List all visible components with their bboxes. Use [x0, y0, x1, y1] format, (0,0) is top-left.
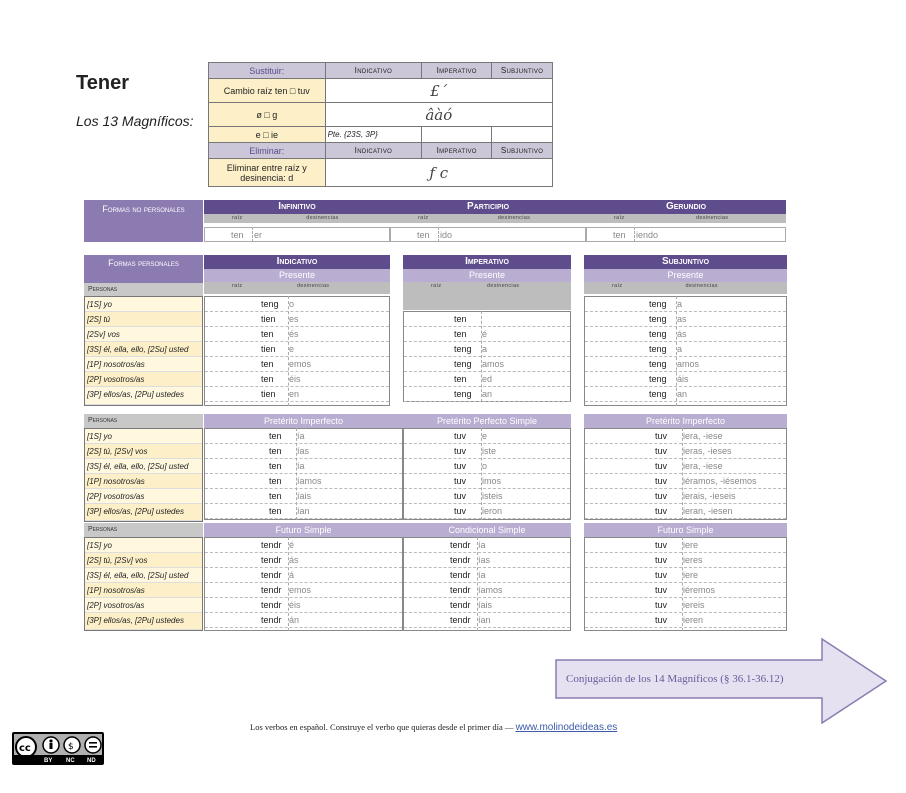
subj_imperfecto-forms: [584, 428, 787, 520]
sub-row-icon: ƒ c: [325, 159, 552, 187]
subj_futuro-tense: Futuro Simple: [584, 523, 787, 537]
persona-label: [3S] él, ella, ello, [2Su] usted: [85, 459, 202, 474]
futuro-tense: Futuro Simple: [204, 523, 403, 537]
persona-label: [1S] yo: [85, 297, 202, 312]
fnp-header: Gerundio: [586, 200, 786, 214]
fnp-raiz-desinencias: raíz desinencias: [586, 214, 786, 223]
verb-form: tuv iera, -iese: [585, 459, 786, 474]
personas-header: Personas: [84, 283, 203, 297]
raiz-desinencias: raíz desinencias: [403, 282, 571, 310]
verb-form: tendr ía: [404, 568, 570, 583]
verb-form: teng a: [585, 342, 786, 357]
sub-row-label: Eliminar entre raíz y desinencia: d: [209, 159, 326, 187]
fnp-form: ten iendo: [586, 227, 786, 242]
fnp-header: Participio: [390, 200, 586, 214]
verb-form: tuv iere: [585, 538, 786, 553]
raiz-desinencias: raíz desinencias: [204, 282, 390, 294]
futuro-forms: [204, 537, 403, 631]
persona-label: [1P] nosotros/as: [85, 357, 202, 372]
verb-form: tuv ieren: [585, 613, 786, 628]
verb-form: ten íais: [205, 489, 402, 504]
persona-label: [1S] yo: [85, 538, 202, 553]
persona-label: [2Sv] vos: [85, 327, 202, 342]
personas-header: Personas: [84, 523, 203, 537]
sub-row-label: e □ ie: [209, 127, 326, 143]
persona-label: [2P] vosotros/as: [85, 372, 202, 387]
verb-form: ten és: [205, 327, 389, 342]
license-badge[interactable]: [12, 732, 104, 765]
verb-form: tuv ieras, -ieses: [585, 444, 786, 459]
svg-text:$: $: [68, 742, 74, 752]
svg-text:cc: cc: [19, 743, 31, 754]
condicional-forms: [403, 537, 571, 631]
verb-form: ten ían: [205, 504, 402, 519]
verb-form: tuv iéramos, -iésemos: [585, 474, 786, 489]
verb-form: teng a: [585, 297, 786, 312]
verb-form: tien en: [205, 387, 389, 402]
sub-row-label: ø □ g: [209, 103, 326, 127]
verb-form: tendr íamos: [404, 583, 570, 598]
imperativo-tense: Presente: [403, 269, 571, 282]
sub-row-icon: âàó: [325, 103, 552, 127]
verb-form: tuv imos: [404, 474, 570, 489]
sustituir-label: Sustituir:: [209, 63, 326, 79]
raiz-desinencias: raíz desinencias: [584, 282, 787, 294]
personas-header: Personas: [84, 414, 203, 428]
formas-no-personales-label: Formas no personales: [84, 200, 203, 242]
persona-label: [2S] tú, [2Sv] vos: [85, 553, 202, 568]
pret_perfecto-forms: [403, 428, 571, 520]
verb-form: tien es: [205, 312, 389, 327]
verb-form: tendr ás: [205, 553, 402, 568]
persona-label: [3P] ellos/as, [2Pu] ustedes: [85, 387, 202, 405]
verb-form: ten ed: [404, 372, 570, 387]
verb-form: tuv isteis: [404, 489, 570, 504]
persona-label: [2S] tú, [2Sv] vos: [85, 444, 202, 459]
verb-form: tendr é: [205, 538, 402, 553]
personas-list: [84, 428, 203, 522]
verb-form: tendr ías: [404, 553, 570, 568]
persona-label: [3P] ellos/as, [2Pu] ustedes: [85, 613, 202, 630]
verb-form: tien e: [205, 342, 389, 357]
verb-form: tendr emos: [205, 583, 402, 598]
verb-form: tuv ieres: [585, 553, 786, 568]
verb-form: tuv iéremos: [585, 583, 786, 598]
formas-personales-label: Formas personales: [84, 255, 203, 283]
verb-form: teng amos: [404, 357, 570, 372]
svg-text:NC: NC: [66, 758, 75, 763]
eliminar-label: Eliminar:: [209, 143, 326, 159]
svg-text:BY: BY: [44, 758, 53, 763]
verb-form: teng as: [585, 312, 786, 327]
verb-form: tendr ían: [404, 613, 570, 628]
fnp-header: Infinitivo: [204, 200, 390, 214]
page-title: Tener: [76, 72, 129, 94]
verb-form: tendr ía: [404, 538, 570, 553]
verb-form: ten emos: [205, 357, 389, 372]
verb-form: tuv ieron: [404, 504, 570, 519]
svg-text:ND: ND: [87, 758, 96, 763]
subjuntivo-forms: [584, 296, 787, 406]
verb-form: ten íamos: [205, 474, 402, 489]
imperativo-header: Imperativo: [403, 255, 571, 269]
sub-row-value: Pte. {23S, 3P}: [325, 127, 422, 143]
verb-form: teng an: [404, 387, 570, 402]
verb-form: tendr éis: [205, 598, 402, 613]
fnp-form: ten er: [204, 227, 390, 242]
persona-label: [2P] vosotros/as: [85, 489, 202, 504]
sub-header-indicativo: Indicativo: [325, 63, 422, 79]
sub-row-icon: £´: [325, 79, 552, 103]
indicativo-tense: Presente: [204, 269, 390, 282]
persona-label: [2S] tú: [85, 312, 202, 327]
verb-form: tuv o: [404, 459, 570, 474]
verb-form: tendr án: [205, 613, 402, 628]
indicativo-forms: [204, 296, 390, 406]
fnp-raiz-desinencias: raíz desinencias: [390, 214, 586, 223]
personas-list: [84, 537, 203, 631]
verb-form: teng áis: [585, 372, 786, 387]
verb-form: teng o: [205, 297, 389, 312]
subj_futuro-forms: [584, 537, 787, 631]
subjuntivo-tense: Presente: [584, 269, 787, 282]
page-subtitle: Los 13 Magníficos:: [76, 113, 194, 129]
verb-form: tuv ierais, -ieseis: [585, 489, 786, 504]
subj_imperfecto-tense: Pretérito Imperfecto: [584, 414, 787, 428]
verb-form: tuv iereis: [585, 598, 786, 613]
persona-label: [3S] él, ella, ello, [2Su] usted: [85, 568, 202, 583]
persona-label: [2P] vosotros/as: [85, 598, 202, 613]
imperativo-forms: [403, 311, 571, 402]
fnp-raiz-desinencias: raíz desinencias: [204, 214, 390, 223]
persona-label: [1P] nosotros/as: [85, 474, 202, 489]
verb-form: tuv iste: [404, 444, 570, 459]
verb-form: tuv ieran, -iesen: [585, 504, 786, 519]
verb-form: tuv iera, -iese: [585, 429, 786, 444]
verb-form: tendr íais: [404, 598, 570, 613]
verb-form: teng amos: [585, 357, 786, 372]
persona-label: [3S] él, ella, ello, [2Su] usted: [85, 342, 202, 357]
pret_imperfecto-forms: [204, 428, 403, 520]
footer: [250, 722, 617, 733]
verb-form: tendr á: [205, 568, 402, 583]
subjuntivo-header: Subjuntivo: [584, 255, 787, 269]
conjugacion-link[interactable]: Conjugación de los 14 Magníficos (§ 36.1-36.12): [566, 673, 784, 685]
verb-form: ten: [404, 312, 570, 327]
footer-text: Los verbos en español. Construye el verbo que quieras desde el primer día —: [250, 722, 514, 732]
verb-form: teng a: [404, 342, 570, 357]
fnp-form: ten ido: [390, 227, 586, 242]
verb-form: tuv e: [404, 429, 570, 444]
verb-form: ten ía: [205, 459, 402, 474]
cc-license-icon: [14, 734, 102, 763]
condicional-tense: Condicional Simple: [403, 523, 571, 537]
indicativo-header: Indicativo: [204, 255, 390, 269]
verb-form: ten ías: [205, 444, 402, 459]
verb-form: ten é: [404, 327, 570, 342]
pret_imperfecto-tense: Pretérito Imperfecto: [204, 414, 403, 428]
sub-header-subjuntivo: Subjuntivo: [492, 63, 553, 79]
verb-form: tuv iere: [585, 568, 786, 583]
persona-label: [1S] yo: [85, 429, 202, 444]
substitution-table: Sustituir: Indicativo Imperativo Subjuntivo Cambio raíz ten □ tuv £´ ø □ g âàó e □ ie Pte. {23S, 3P} Eliminar: Indicativo Imperativo Subjuntivo Eliminar entre raíz y desinencia: d ƒ c: [208, 62, 553, 187]
sub-row-label: Cambio raíz ten □ tuv: [209, 79, 326, 103]
footer-link[interactable]: www.molinodeideas.es: [515, 722, 618, 733]
verb-form: teng ás: [585, 327, 786, 342]
verb-form: ten ía: [205, 429, 402, 444]
verb-form: teng an: [585, 387, 786, 402]
persona-label: [1P] nosotros/as: [85, 583, 202, 598]
persona-label: [3P] ellos/as, [2Pu] ustedes: [85, 504, 202, 521]
pret_perfecto-tense: Pretérito Perfecto Simple: [403, 414, 571, 428]
sub-header-imperativo: Imperativo: [422, 63, 492, 79]
verb-form: ten éis: [205, 372, 389, 387]
personas-list: [84, 296, 203, 406]
